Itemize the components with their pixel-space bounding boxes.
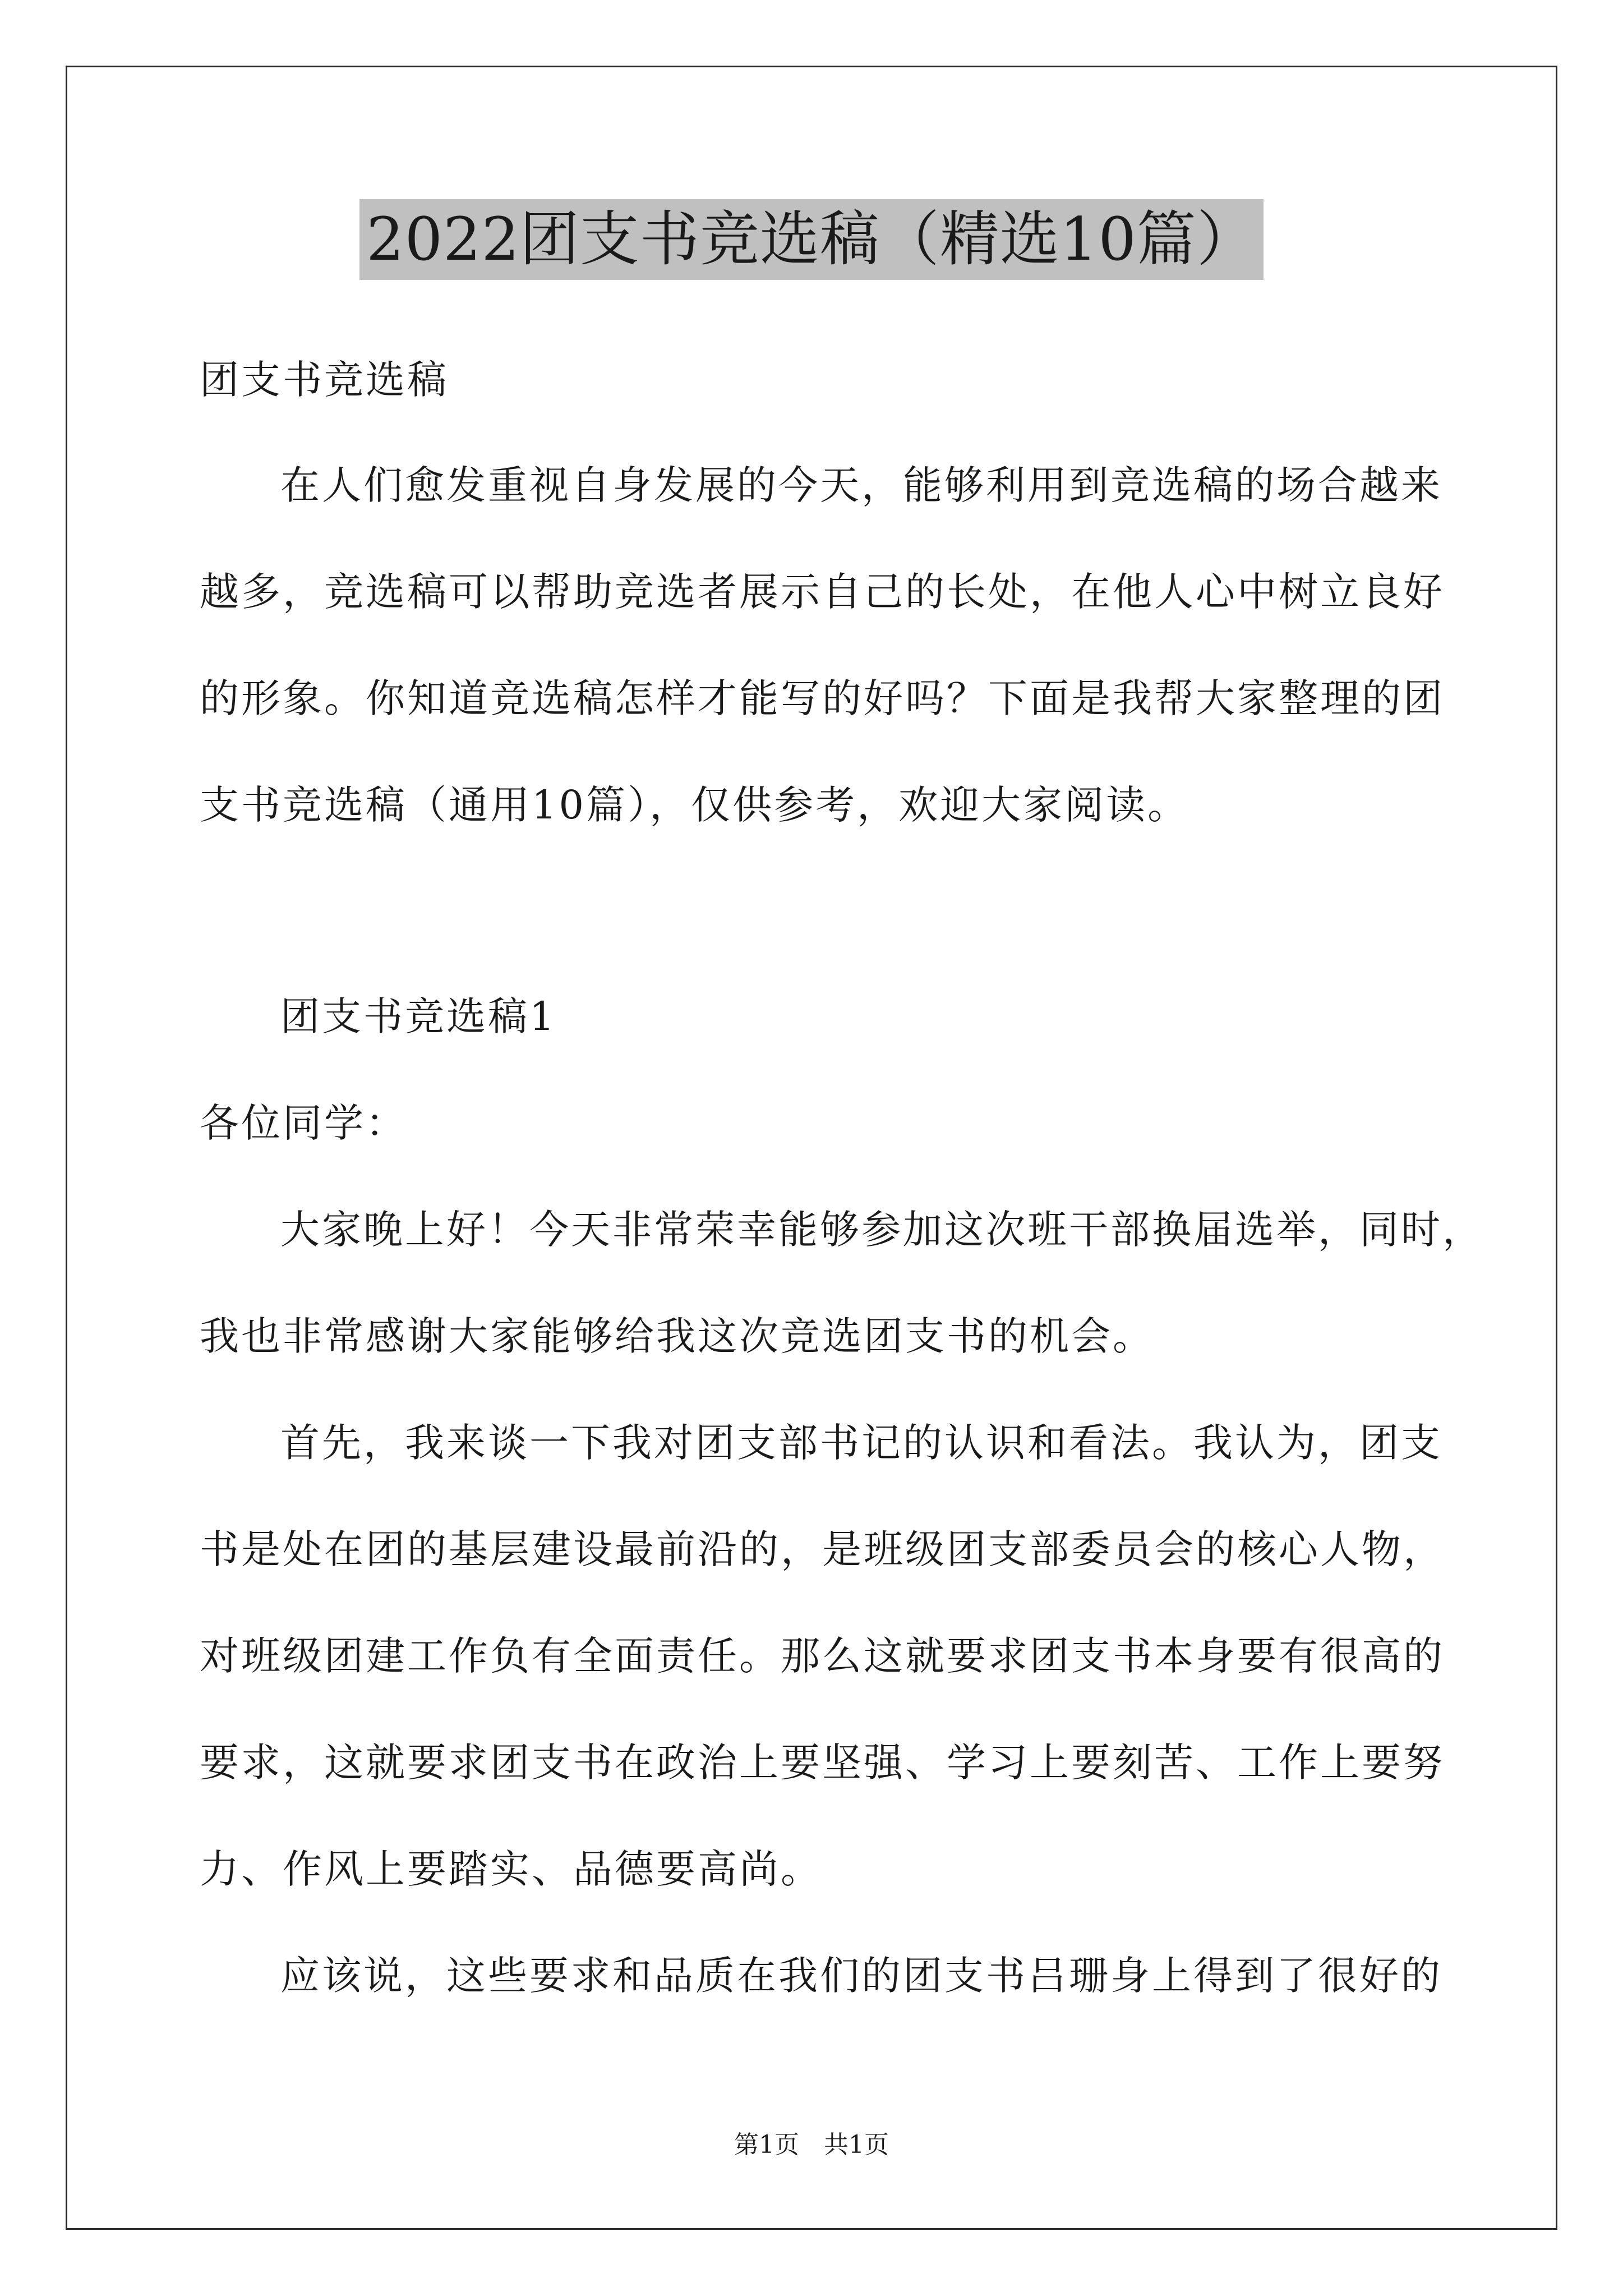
paragraph-line: 在人们愈发重视自身发展的今天，能够利用到竞选稿的场合越来 [280,462,1442,508]
page-number-footer: 第1页 共1页 [734,2131,889,2159]
paragraph-line: 要求，这就要求团支书在政治上要坚强、学习上要刻苦、工作上要努 [200,1740,1445,1786]
paragraph-line: 对班级团建工作负有全面责任。那么这就要求团支书本身要有很高的 [200,1633,1445,1679]
paragraph-line: 支书竞选稿（通用10篇），仅供参考，欢迎大家阅读。 [200,782,1189,828]
paragraph-line: 我也非常感谢大家能够给我这次竞选团支书的机会。 [200,1313,1154,1359]
paragraph-line: 大家晚上好！今天非常荣幸能够参加这次班干部换届选举，同时， [280,1207,1484,1253]
document-title: 2022团支书竞选稿（精选10篇） [359,199,1264,280]
paragraph-line: 应该说，这些要求和品质在我们的团支书吕珊身上得到了很好的 [280,1953,1442,1999]
paragraph-line: 力、作风上要踏实、品德要高尚。 [200,1846,822,1892]
section-heading: 团支书竞选稿 [200,357,449,403]
title-container [0,199,1623,280]
paragraph-line: 首先，我来谈一下我对团支部书记的认识和看法。我认为，团支 [280,1420,1442,1466]
paragraph-line: 的形象。你知道竞选稿怎样才能写的好吗？下面是我帮大家整理的团 [200,675,1445,721]
subsection-heading: 团支书竞选稿1 [280,993,557,1039]
paragraph-line: 书是处在团的基层建设最前沿的，是班级团支部委员会的核心人物， [200,1526,1445,1572]
paragraph-line: 越多，竞选稿可以帮助竞选者展示自己的长处，在他人心中树立良好 [200,569,1445,615]
salutation: 各位同学： [200,1100,407,1146]
